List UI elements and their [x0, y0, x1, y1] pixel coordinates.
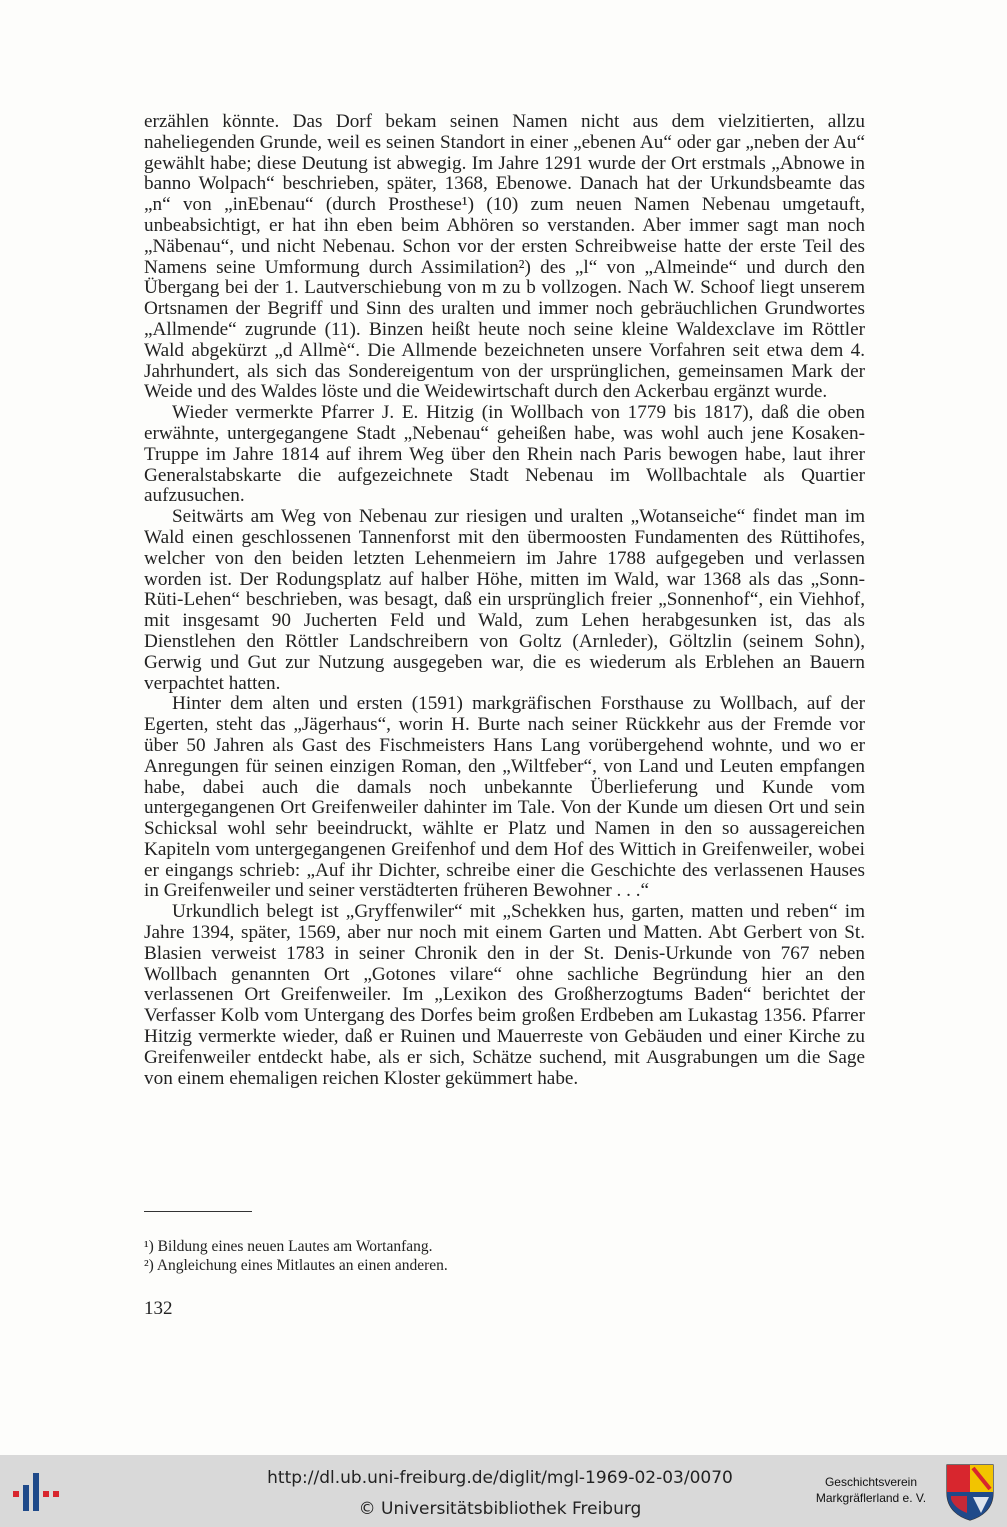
- coat-of-arms-icon: [945, 1463, 995, 1521]
- page-number: 132: [144, 1298, 173, 1319]
- footnote-2: ²) Angleichung eines Mitlautes an einen anderen.: [144, 1257, 448, 1274]
- copyright-text: © Universitätsbibliothek Freiburg: [358, 1499, 642, 1519]
- footnote-1: ¹) Bildung eines neuen Lautes am Wortanfang.: [144, 1238, 433, 1255]
- footnotes: [144, 1237, 864, 1275]
- footer-bar: [0, 1455, 1007, 1527]
- paragraph-1: erzählen könnte. Das Dorf bekam seinen Namen nicht aus dem vielzitierten, allzu naheliegenden Grunde, weil es seinen Standort in einer „ebenen Au“ oder gar „neben der Au“ gewählt habe; diese Deutung ist abwegig. Im Jahre 1291 wurde der Ort erstmals „Abnowe in banno Wolpach“ beschrieben, später, 1368, Ebenowe. Danach hat der Urkundsbeamte das „n“ von „inEbenau“ (durch Prosthese¹) (10) zum neuen Namen Nebenau umgetauft, unbeabsichtigt, er hat ihn eben beim Abhören so verstanden. Aber immer sagt man noch „Näbenau“, und nicht Nebenau. Schon vor der ersten Schreibweise hatte der erste Teil des Namens seine Umformung durch Assimilation²) des „l“ von „Almeinde“ und durch den Übergang bei der 1. Lautverschiebung von m zu b vollzogen. Nach W. Schoof liegt unserem Ortsnamen der Begriff und Sinn des uralten und immer noch gebräuchlichen Grundwortes „Allmende“ zugrunde (11). Binzen heißt heute noch seine kleine Waldexclave im Röttler Wald abgekürzt „d Allmè“. Die Allmende bezeichneten unsere Vorfahren seit etwa dem 4. Jahrhundert, als sich das Sondereigentum von der ursprünglichen, gemeinsamen Mark der Weide und des Waldes löste und die Weidewirtschaft durch den Ackerbau ergänzt wurde.: [144, 111, 865, 403]
- source-url-link[interactable]: http://dl.ub.uni-freiburg.de/diglit/mgl-1969-02-03/0070: [267, 1468, 733, 1488]
- paragraph-4: Hinter dem alten und ersten (1591) markgräfischen Forsthause zu Wollbach, auf der Egerten, steht das „Jägerhaus“, worin H. Burte nach seiner Rückkehr aus der Fremde vor über 50 Jahren als Gast des Fischmeisters Hans Lang vorübergehend wohnte, und wo er Anregungen für seinen einzigen Roman, den „Wiltfeber“, von Land und Leuten empfangen habe, dabei auch die damals noch unbekannte Überlieferung und Kunde vom untergegangenen Ort Greifenweiler dahinter im Tale. Von der Kunde um diesen Ort und sein Schicksal wohl sehr beeindruckt, wählte er Platz und Namen in den so aussagereichen Kapiteln vom untergegangenen Greifenhof und dem Hof des Wittich in Greifenweiler, wobei er eingangs schrieb: „Auf ihr Dichter, schreibe einer die Geschichte des verlassenen Hauses in Greifenweiler und seiner verstädterten früheren Bewohner . . .“: [144, 693, 865, 902]
- paragraph-2: Wieder vermerkte Pfarrer J. E. Hitzig (in Wollbach von 1779 bis 1817), daß die oben erwähnte, untergegangene Stadt „Nebenau“ geheißen habe, was wohl auch jene Kosaken-Truppe im Jahre 1814 auf ihrem Weg über den Rhein nach Paris bewogen habe, laut ihrer Generalstabskarte die aufgezeichnete Stadt Nebenau im Wollbachtale als Quartier aufzusuchen.: [144, 402, 865, 507]
- society-name: [800, 1474, 942, 1506]
- digital-library-logo-icon[interactable]: [10, 1465, 64, 1517]
- body-text: [144, 112, 865, 1089]
- society-line-2: Markgräflerland e. V.: [815, 1491, 927, 1505]
- paragraph-5: Urkundlich belegt ist „Gryffenwiler“ mit „Schekken hus, garten, matten und reben“ im Jahre 1394, später, 1569, aber nur noch mit einem Garten und Matten. Abt Gerbert von St. Blasien verweist 1783 in seiner Chronik den in der St. Denis-Urkunde von 767 neben Wollbach genannten Ort „Gotones vilare“ ohne sachliche Begründung hier an den verlassenen Ort Greifenweiler. Im „Lexikon des Großherzogtums Baden“ berichtet der Verfasser Kolb vom Untergang des Dorfes beim großen Erdbeben am Lukastag 1356. Pfarrer Hitzig vermerkte wieder, daß er Ruinen und Mauerreste von Gebäuden und einer Kirche zu Greifenweiler entdeckt habe, als er sich, Schätze suchend, mit Ausgrabungen um die Sage von einem ehemaligen reichen Kloster gekümmert habe.: [144, 901, 865, 1089]
- society-line-1: Geschichtsverein: [824, 1475, 918, 1489]
- footnote-divider: [144, 1211, 252, 1212]
- paragraph-3: Seitwärts am Weg von Nebenau zur riesigen und uralten „Wotanseiche“ findet man im Wald einen geschlossenen Tannenforst mit den übermoosten Fundamenten des Rüttihofes, welcher von den beiden letzten Lehenmeiern im Jahre 1788 aufgegeben und verlassen worden ist. Der Rodungsplatz auf halber Höhe, mitten im Wald, war 1368 als das „Sonn-Rüti-Lehen“ beschrieben, was besagt, daß ein ursprünglich freier „Sonnenhof“, ein Viehhof, mit insgesamt 90 Jucherten Feld und Wald, zum Lehen herabgesunken ist, das als Dienstlehen den Röttler Landschreibern von Goltz (Arnleder), Göltzlin (seinem Sohn), Gerwig und Gut zur Nutzung ausgegeben war, die es wiederum als Erblehen an Bauern verpachtet hatten.: [144, 506, 865, 694]
